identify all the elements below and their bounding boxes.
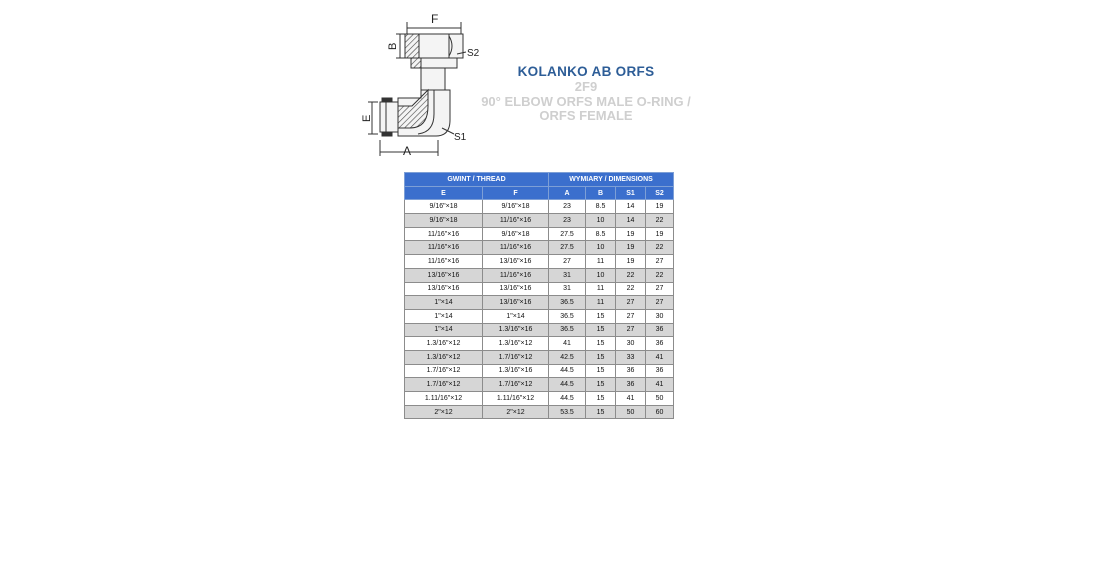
cell-s1: 50: [616, 405, 646, 419]
cell-s1: 36: [616, 378, 646, 392]
cell-s1: 27: [616, 296, 646, 310]
cell-e: 1.11/16"×12: [405, 392, 483, 406]
cell-b: 11: [586, 282, 616, 296]
cell-s2: 22: [646, 214, 674, 228]
cell-f: 9/16"×18: [483, 200, 549, 214]
cell-a: 27: [549, 255, 586, 269]
cell-s1: 19: [616, 241, 646, 255]
cell-f: 11/16"×16: [483, 214, 549, 228]
dim-label-b: B: [387, 42, 399, 50]
product-title: KOLANKO AB ORFS: [517, 64, 655, 79]
cell-s2: 50: [646, 392, 674, 406]
cell-a: 53.5: [549, 405, 586, 419]
cell-f: 1.11/16"×12: [483, 392, 549, 406]
cell-a: 36.5: [549, 323, 586, 337]
cell-a: 23: [549, 214, 586, 228]
cell-f: 1.7/16"×12: [483, 350, 549, 364]
cell-s2: 27: [646, 296, 674, 310]
cell-s1: 14: [616, 214, 646, 228]
column-header-s2: S2: [646, 186, 674, 200]
cell-f: 1.7/16"×12: [483, 378, 549, 392]
table-row: [405, 282, 674, 296]
cell-b: 15: [586, 392, 616, 406]
product-description-line-1: 90° ELBOW ORFS MALE O-RING /: [481, 93, 691, 109]
cell-a: 23: [549, 200, 586, 214]
dimensions-group-header: WYMIARY / DIMENSIONS: [549, 173, 674, 187]
cell-s2: 27: [646, 282, 674, 296]
cell-b: 8.5: [586, 227, 616, 241]
cell-f: 11/16"×16: [483, 268, 549, 282]
cell-a: 41: [549, 337, 586, 351]
cell-f: 13/16"×16: [483, 282, 549, 296]
table-row: [405, 405, 674, 419]
cell-e: 9/16"×18: [405, 200, 483, 214]
cell-f: 2"×12: [483, 405, 549, 419]
cell-f: 1.3/16"×12: [483, 337, 549, 351]
table-row: [405, 214, 674, 228]
cell-b: 10: [586, 241, 616, 255]
cell-a: 44.5: [549, 364, 586, 378]
cell-f: 1.3/16"×16: [483, 364, 549, 378]
column-header-a: A: [549, 186, 586, 200]
cell-a: 42.5: [549, 350, 586, 364]
cell-b: 15: [586, 378, 616, 392]
table-row: [405, 200, 674, 214]
cell-s1: 22: [616, 282, 646, 296]
cell-s2: 41: [646, 378, 674, 392]
cell-a: 31: [549, 268, 586, 282]
cell-s2: 36: [646, 364, 674, 378]
cell-s2: 22: [646, 241, 674, 255]
cell-a: 27.5: [549, 227, 586, 241]
cell-s1: 41: [616, 392, 646, 406]
table-column-header-row: [405, 186, 674, 200]
cell-s2: 19: [646, 200, 674, 214]
table-row: [405, 323, 674, 337]
cell-e: 1"×14: [405, 296, 483, 310]
cell-e: 1"×14: [405, 323, 483, 337]
cell-s2: 60: [646, 405, 674, 419]
thread-group-header: GWINT / THREAD: [405, 173, 549, 187]
cell-b: 10: [586, 268, 616, 282]
cell-s2: 36: [646, 323, 674, 337]
cell-s1: 22: [616, 268, 646, 282]
cell-e: 2"×12: [405, 405, 483, 419]
cell-b: 11: [586, 296, 616, 310]
cell-e: 1.7/16"×12: [405, 378, 483, 392]
table-row: [405, 241, 674, 255]
cell-s1: 36: [616, 364, 646, 378]
cell-a: 27.5: [549, 241, 586, 255]
cell-e: 1.3/16"×12: [405, 337, 483, 351]
cell-a: 31: [549, 282, 586, 296]
cell-b: 15: [586, 350, 616, 364]
table-row: [405, 227, 674, 241]
column-header-s1: S1: [616, 186, 646, 200]
cell-s1: 19: [616, 255, 646, 269]
cell-e: 1.7/16"×12: [405, 364, 483, 378]
dim-label-a: A: [403, 144, 412, 158]
cell-b: 15: [586, 364, 616, 378]
cell-f: 13/16"×16: [483, 255, 549, 269]
cell-s2: 22: [646, 268, 674, 282]
cell-e: 13/16"×16: [405, 282, 483, 296]
cell-a: 36.5: [549, 296, 586, 310]
cell-b: 15: [586, 309, 616, 323]
cell-f: 1"×14: [483, 309, 549, 323]
cell-e: 11/16"×16: [405, 241, 483, 255]
cell-e: 1"×14: [405, 309, 483, 323]
cell-e: 11/16"×16: [405, 255, 483, 269]
table-row: [405, 255, 674, 269]
cell-s1: 33: [616, 350, 646, 364]
cell-s2: 27: [646, 255, 674, 269]
cell-b: 8.5: [586, 200, 616, 214]
cell-a: 44.5: [549, 392, 586, 406]
cell-b: 10: [586, 214, 616, 228]
product-description-line-2: ORFS FEMALE: [539, 108, 633, 123]
cell-b: 15: [586, 323, 616, 337]
cell-e: 11/16"×16: [405, 227, 483, 241]
product-heading: [466, 64, 706, 124]
cell-s1: 19: [616, 227, 646, 241]
table-row: [405, 364, 674, 378]
cell-f: 13/16"×16: [483, 296, 549, 310]
dim-label-e: E: [361, 114, 373, 122]
cell-e: 1.3/16"×12: [405, 350, 483, 364]
table-row: [405, 268, 674, 282]
dimensions-table: [404, 172, 674, 419]
table-row: [405, 309, 674, 323]
product-code: 2F9: [574, 79, 598, 94]
cell-a: 44.5: [549, 378, 586, 392]
cell-a: 36.5: [549, 309, 586, 323]
cell-b: 11: [586, 255, 616, 269]
cell-b: 15: [586, 337, 616, 351]
cell-s1: 30: [616, 337, 646, 351]
cell-s2: 19: [646, 227, 674, 241]
cell-e: 13/16"×16: [405, 268, 483, 282]
column-header-e: E: [405, 186, 483, 200]
table-row: [405, 337, 674, 351]
cell-s2: 30: [646, 309, 674, 323]
cell-f: 9/16"×18: [483, 227, 549, 241]
table-body: [405, 200, 674, 419]
cell-s1: 27: [616, 323, 646, 337]
cell-s1: 27: [616, 309, 646, 323]
dim-label-s1: S1: [454, 132, 467, 143]
cell-s1: 14: [616, 200, 646, 214]
table-row: [405, 296, 674, 310]
table-group-header-row: [405, 173, 674, 187]
table-row: [405, 378, 674, 392]
table-row: [405, 392, 674, 406]
cell-f: 11/16"×16: [483, 241, 549, 255]
dim-label-f: F: [431, 12, 439, 26]
column-header-f: F: [483, 186, 549, 200]
cell-s2: 41: [646, 350, 674, 364]
cell-b: 15: [586, 405, 616, 419]
cell-e: 9/16"×18: [405, 214, 483, 228]
column-header-b: B: [586, 186, 616, 200]
cell-s2: 36: [646, 337, 674, 351]
table-row: [405, 350, 674, 364]
dim-label-s2: S2: [467, 48, 480, 59]
cell-f: 1.3/16"×16: [483, 323, 549, 337]
